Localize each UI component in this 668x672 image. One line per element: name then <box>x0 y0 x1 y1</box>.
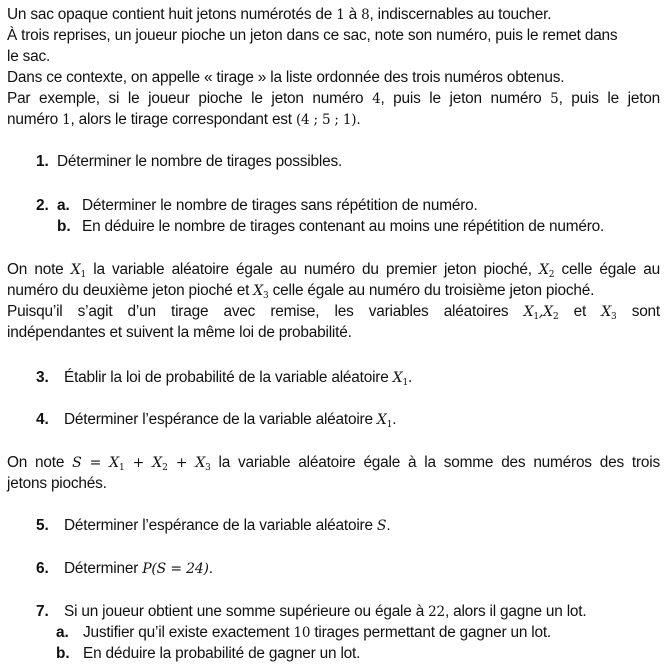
text: la variable aléatoire égale à la somme des numéros des trois <box>210 454 660 471</box>
intro-line-2 <box>7 25 617 46</box>
intro-line-4 <box>7 67 564 88</box>
text: numéro <box>7 111 63 128</box>
question-number: 1. <box>36 153 49 170</box>
intro-line-5 <box>7 88 660 110</box>
text: et <box>558 303 602 320</box>
text: la variable aléatoire égale au numéro du premier jeton pioché, <box>86 261 539 278</box>
para2-line-1 <box>7 259 660 281</box>
question-text: Déterminer l’espérance de la variable aléatoire S. <box>64 517 391 534</box>
text: Un sac opaque contient huit jetons numérotés de <box>7 6 337 23</box>
text: Puisqu’il s’agit d’un tirage avec remise, les variables aléatoires <box>7 303 524 320</box>
variable: $X_1,X_2$ <box>523 304 559 322</box>
number: 4 <box>372 91 381 107</box>
para3-line-1 <box>7 452 660 474</box>
text: On note <box>7 454 73 471</box>
text: celle égale au numéro du troisième jeton pioché. <box>268 282 595 299</box>
question-number: 5. <box>36 517 49 534</box>
question-text: Si un joueur obtient une somme supérieure ou égale à 22, alors il gagne un lot. <box>64 603 587 620</box>
text: à <box>344 6 362 23</box>
text: celle égale au <box>554 261 660 278</box>
text: Par exemple, si le joueur pioche le jeton numéro <box>7 90 373 107</box>
tuple: (4 ; 5 ; 1) <box>295 112 357 128</box>
question-text: Déterminer le nombre de tirages possibles. <box>57 153 343 170</box>
variable: $X_2$ <box>539 262 555 280</box>
subquestion-label: a. <box>57 197 70 214</box>
text: , indiscernables au toucher. <box>369 6 552 23</box>
subquestion-label: b. <box>56 645 70 662</box>
para2-line-2 <box>7 280 594 302</box>
question-number: 6. <box>36 560 49 577</box>
text: On note <box>7 261 71 278</box>
question-text: Déterminer l’espérance de la variable aléatoire $X_1$. <box>64 411 397 430</box>
text: le sac. <box>7 48 51 65</box>
para2-line-4 <box>7 322 352 343</box>
subquestion-text: En déduire le nombre de tirages contenant au moins une répétition de numéro. <box>82 218 605 235</box>
question-text: Établir la loi de probabilité de la variable aléatoire $X_1$. <box>64 369 413 388</box>
intro-line-3 <box>7 46 50 67</box>
variable: $X_3$ <box>601 304 617 322</box>
question-number: 3. <box>36 369 49 386</box>
text: À trois reprises, un joueur pioche un jeton dans ce sac, note son numéro, puis le remet dans <box>7 27 618 44</box>
subquestion-label: a. <box>56 624 69 641</box>
text: Dans ce contexte, on appelle « tirage » la liste ordonnée des trois numéros obtenus. <box>7 69 565 86</box>
para3-line-2 <box>7 473 107 494</box>
number: 8 <box>361 7 370 23</box>
question-number: 4. <box>36 411 49 428</box>
subquestion-text: Justifier qu’il existe exactement 10 tirages permettant de gagner un lot. <box>83 624 551 641</box>
question-number: 7. <box>36 603 49 620</box>
intro-line-6 <box>7 109 360 131</box>
text: jetons piochés. <box>7 475 107 492</box>
text: , puis le jeton <box>558 90 660 107</box>
text: , alors le tirage correspondant est <box>70 111 296 128</box>
subquestion-text: En déduire la probabilité de gagner un lot. <box>83 645 361 662</box>
number: 1 <box>336 7 345 23</box>
subquestion-label: b. <box>57 218 71 235</box>
number: 1 <box>62 112 71 128</box>
para2-line-3 <box>7 301 660 323</box>
question-number: 2. <box>36 197 49 214</box>
text: numéro du deuxième jeton pioché et <box>7 282 254 299</box>
variable: $X_1$ <box>70 262 87 280</box>
intro-line-1 <box>7 4 551 26</box>
text: sont <box>616 303 660 320</box>
text: , puis le jeton numéro <box>380 90 551 107</box>
number: 5 <box>550 91 559 107</box>
text: . <box>356 111 361 128</box>
text: indépendantes et suivent la même loi de probabilité. <box>7 324 352 341</box>
subquestion-text: Déterminer le nombre de tirages sans répétition de numéro. <box>82 197 478 214</box>
variable: $X_3$ <box>253 283 269 301</box>
sum-expression: $S = X_1 + X_2 + X_3$ <box>72 455 211 473</box>
question-text: Déterminer P(S = 24). <box>64 560 213 577</box>
